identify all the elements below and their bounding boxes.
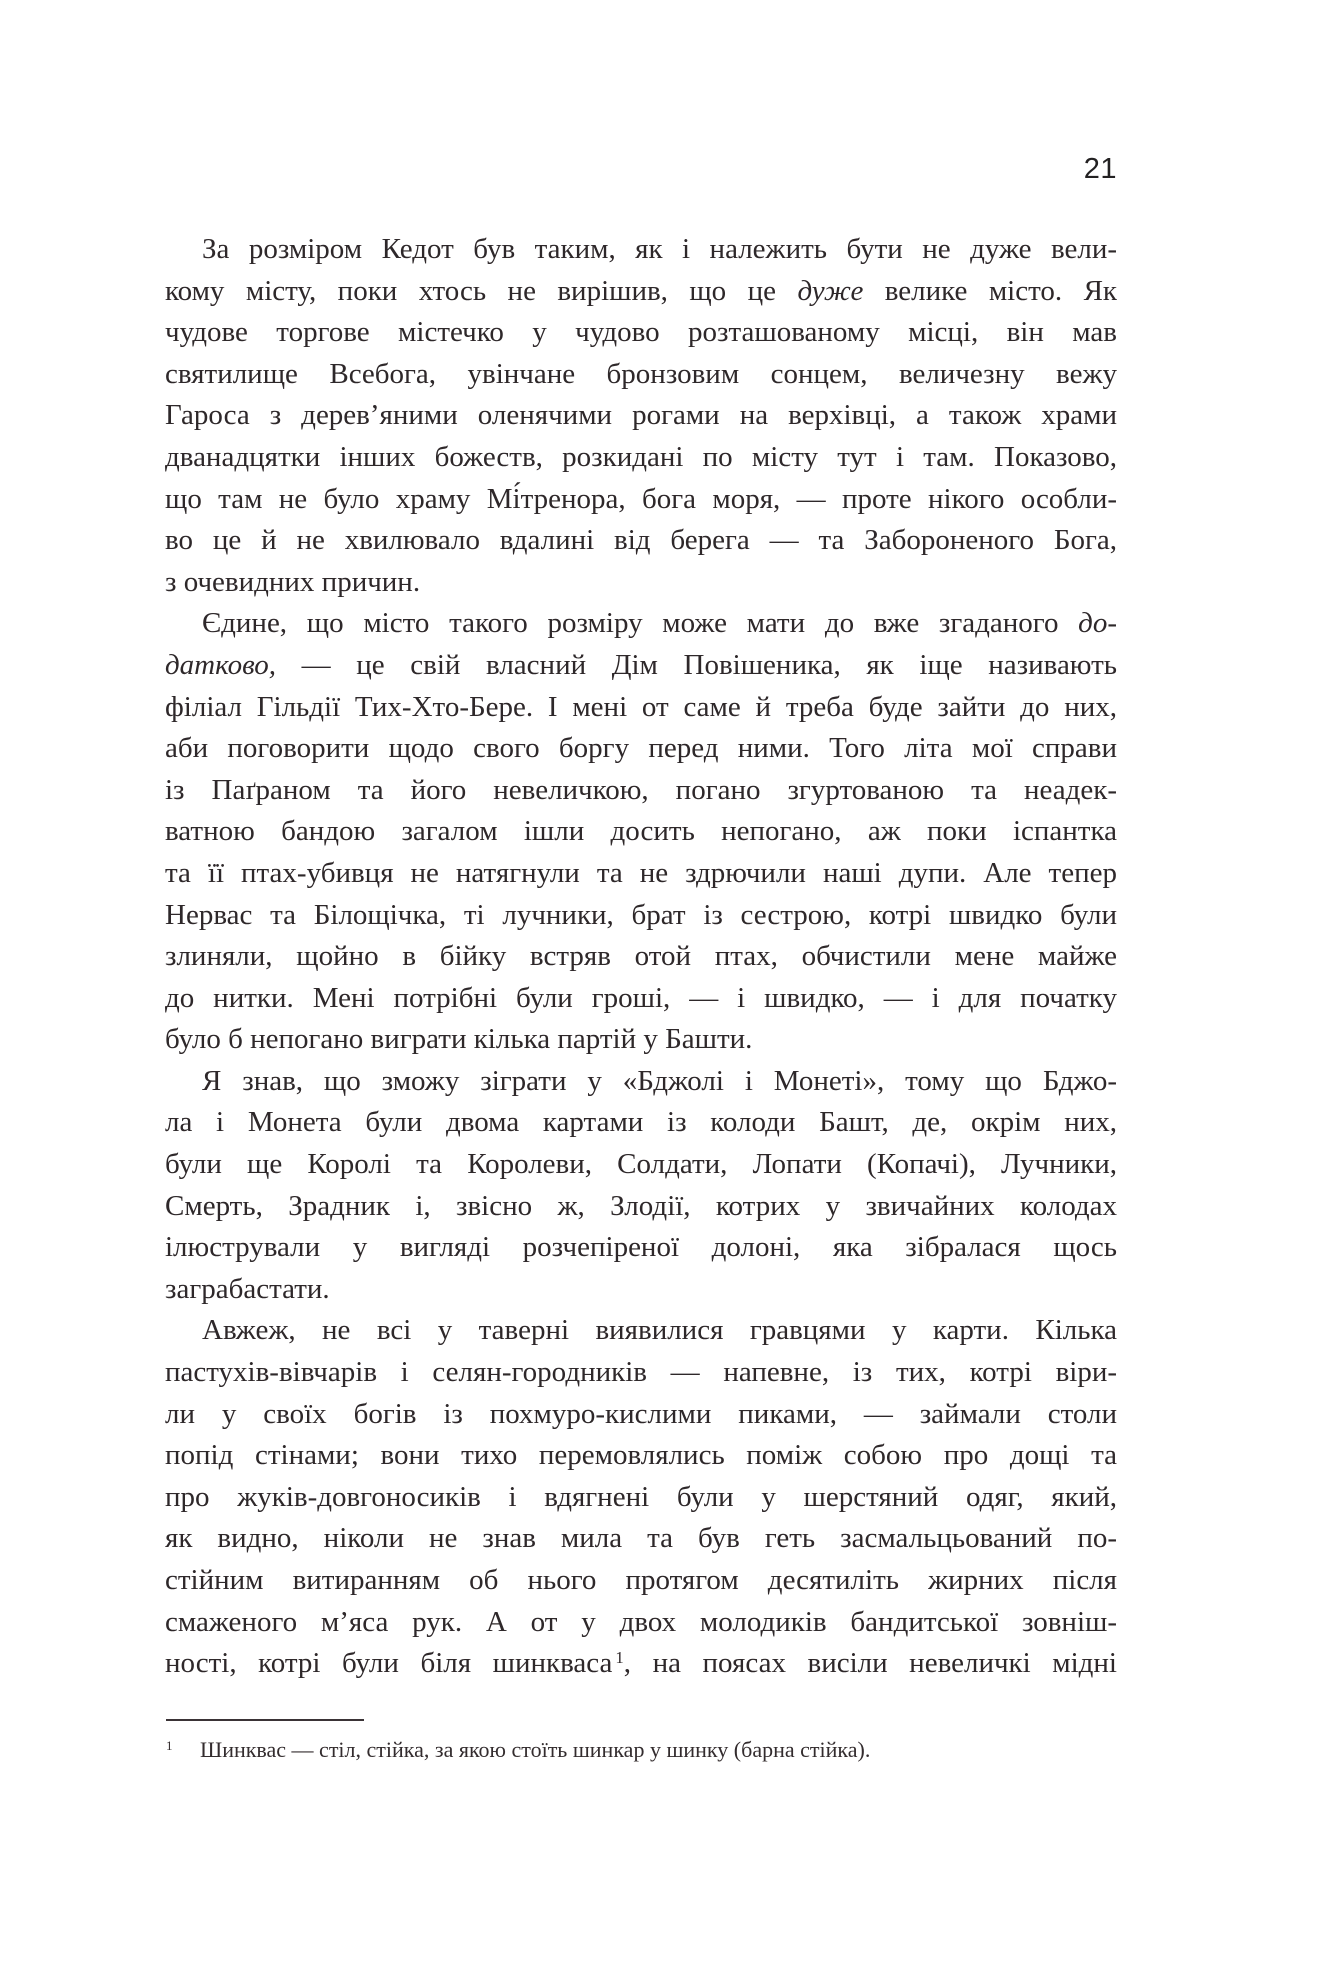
text-line: За розміром Кедот був таким, як і належить бути не дуже вели- xyxy=(202,233,1117,265)
text-line: ності, котрі були біля шинкваса $^1$, на поясах висіли невеличкі мідні xyxy=(165,1647,1117,1680)
text-line: стійним витиранням об нього протягом десятиліть жирних після xyxy=(165,1564,1117,1596)
text-line: як видно, ніколи не знав мила та був геть засмальцьований по- xyxy=(165,1522,1117,1555)
text-line: із Паґраном та його невеличкою, погано згуртованою та неадек- xyxy=(165,773,1117,806)
text-line: було б непогано виграти кілька партій у Башти. xyxy=(165,1023,753,1056)
paragraph xyxy=(165,603,1117,1061)
text-line: до нитки. Мені потрібні були гроші, — і швидко, — і для початку xyxy=(165,981,1117,1014)
footnote-reference: 1 xyxy=(615,1648,624,1668)
paragraph xyxy=(165,229,1117,603)
text-line: попід стінами; вони тихо перемовлялись поміж собою про дощі та xyxy=(165,1439,1117,1472)
text-line: Смерть, Зрадник і, звісно ж, Злодії, котрих у звичайних колодах xyxy=(165,1189,1117,1222)
text-line: Єдине, що місто такого розміру може мати до вже згаданого до- xyxy=(202,607,1117,640)
page-number: 21 xyxy=(1083,153,1117,185)
text-line: датково, — це свій власний Дім Повішеника, як іще називають xyxy=(165,648,1117,681)
text-line: про жуків-довгоносиків і вдягнені були у шерстяний одяг, який, xyxy=(165,1480,1117,1513)
text-line: пастухів-вівчарів і селян-городників — напевне, із тих, котрі віри- xyxy=(165,1356,1117,1389)
body-text xyxy=(165,229,1117,1685)
text-line: заграбастати. xyxy=(165,1272,330,1305)
italic-text: дуже xyxy=(797,274,864,307)
text-line: ли у своїх богів із похмуро-кислими пиками, — займали столи xyxy=(165,1397,1117,1430)
text-line: з очевидних причин. xyxy=(165,565,421,598)
paragraph xyxy=(165,1061,1117,1311)
text-line: Авжеж, не всі у таверні виявилися гравцями у карти. Кілька xyxy=(202,1314,1117,1347)
text-line: ілюстрували у вигляді розчепіреної долоні, яка зібралася щось xyxy=(165,1231,1117,1264)
text-line: кому місту, поки хтось не вирішив, що це дуже велике місто. Як xyxy=(165,274,1117,307)
text-line: аби поговорити щодо свого боргу перед ними. Того літа мої справи xyxy=(165,732,1117,765)
text-line: філіал Гільдії Тих-Хто-Бере. І мені от саме й треба буде зайти до них, xyxy=(165,690,1117,723)
text-line: були ще Королі та Королеви, Солдати, Лопати (Копачі), Лучники, xyxy=(165,1148,1117,1181)
footnote: $^1$ Шинквас — стіл, стійка, за якою стоїть шинкар у шинку (барна стійка). xyxy=(166,1737,871,1762)
text-line: дванадцятки інших божеств, розкидані по місту тут і там. Показово, xyxy=(165,440,1117,473)
text-line: чудове торгове містечко у чудово розташованому місці, він мав xyxy=(165,316,1117,349)
text-line: Нервас та Білощічка, ті лучники, брат із сестрою, котрі швидко були xyxy=(165,898,1117,931)
text-line: Я знав, що зможу зіграти у «Бджолі і Монеті», тому що Бджо- xyxy=(202,1064,1117,1097)
text-line: злиняли, щойно в бійку встряв отой птах, обчистили мене майже xyxy=(165,940,1117,973)
text-line: та її птах-убивця не натягнули та не здрючили наші дупи. Але тепер xyxy=(165,856,1117,889)
text-line: во це й не хвилювало вдалині від берега — та Забороненого Бога, xyxy=(165,524,1117,557)
text-line: ватною бандою загалом ішли досить непогано, аж поки іспантка xyxy=(165,815,1117,848)
footnote-text: Шинквас — стіл, стійка, за якою стоїть шинкар у шинку (барна стійка). xyxy=(200,1737,871,1762)
paragraph xyxy=(165,1310,1117,1684)
italic-text: датково, xyxy=(165,648,277,681)
text-line: Гароса з дерев’яними оленячими рогами на верхівці, а також храми xyxy=(165,399,1117,432)
text-line: святилище Всебога, увінчане бронзовим сонцем, величезну вежу xyxy=(165,357,1117,390)
text-line: смаженого м’яса рук. А от у двох молодиків бандитської зовніш- xyxy=(165,1605,1117,1638)
text-line: що там не було храму Мі́тренора, бога моря, — проте нікого особли- xyxy=(165,482,1117,515)
italic-text: до- xyxy=(1078,607,1117,640)
footnote-separator xyxy=(166,1719,364,1721)
text-line: ла і Монета були двома картами із колоди Башт, де, окрім них, xyxy=(165,1106,1117,1139)
